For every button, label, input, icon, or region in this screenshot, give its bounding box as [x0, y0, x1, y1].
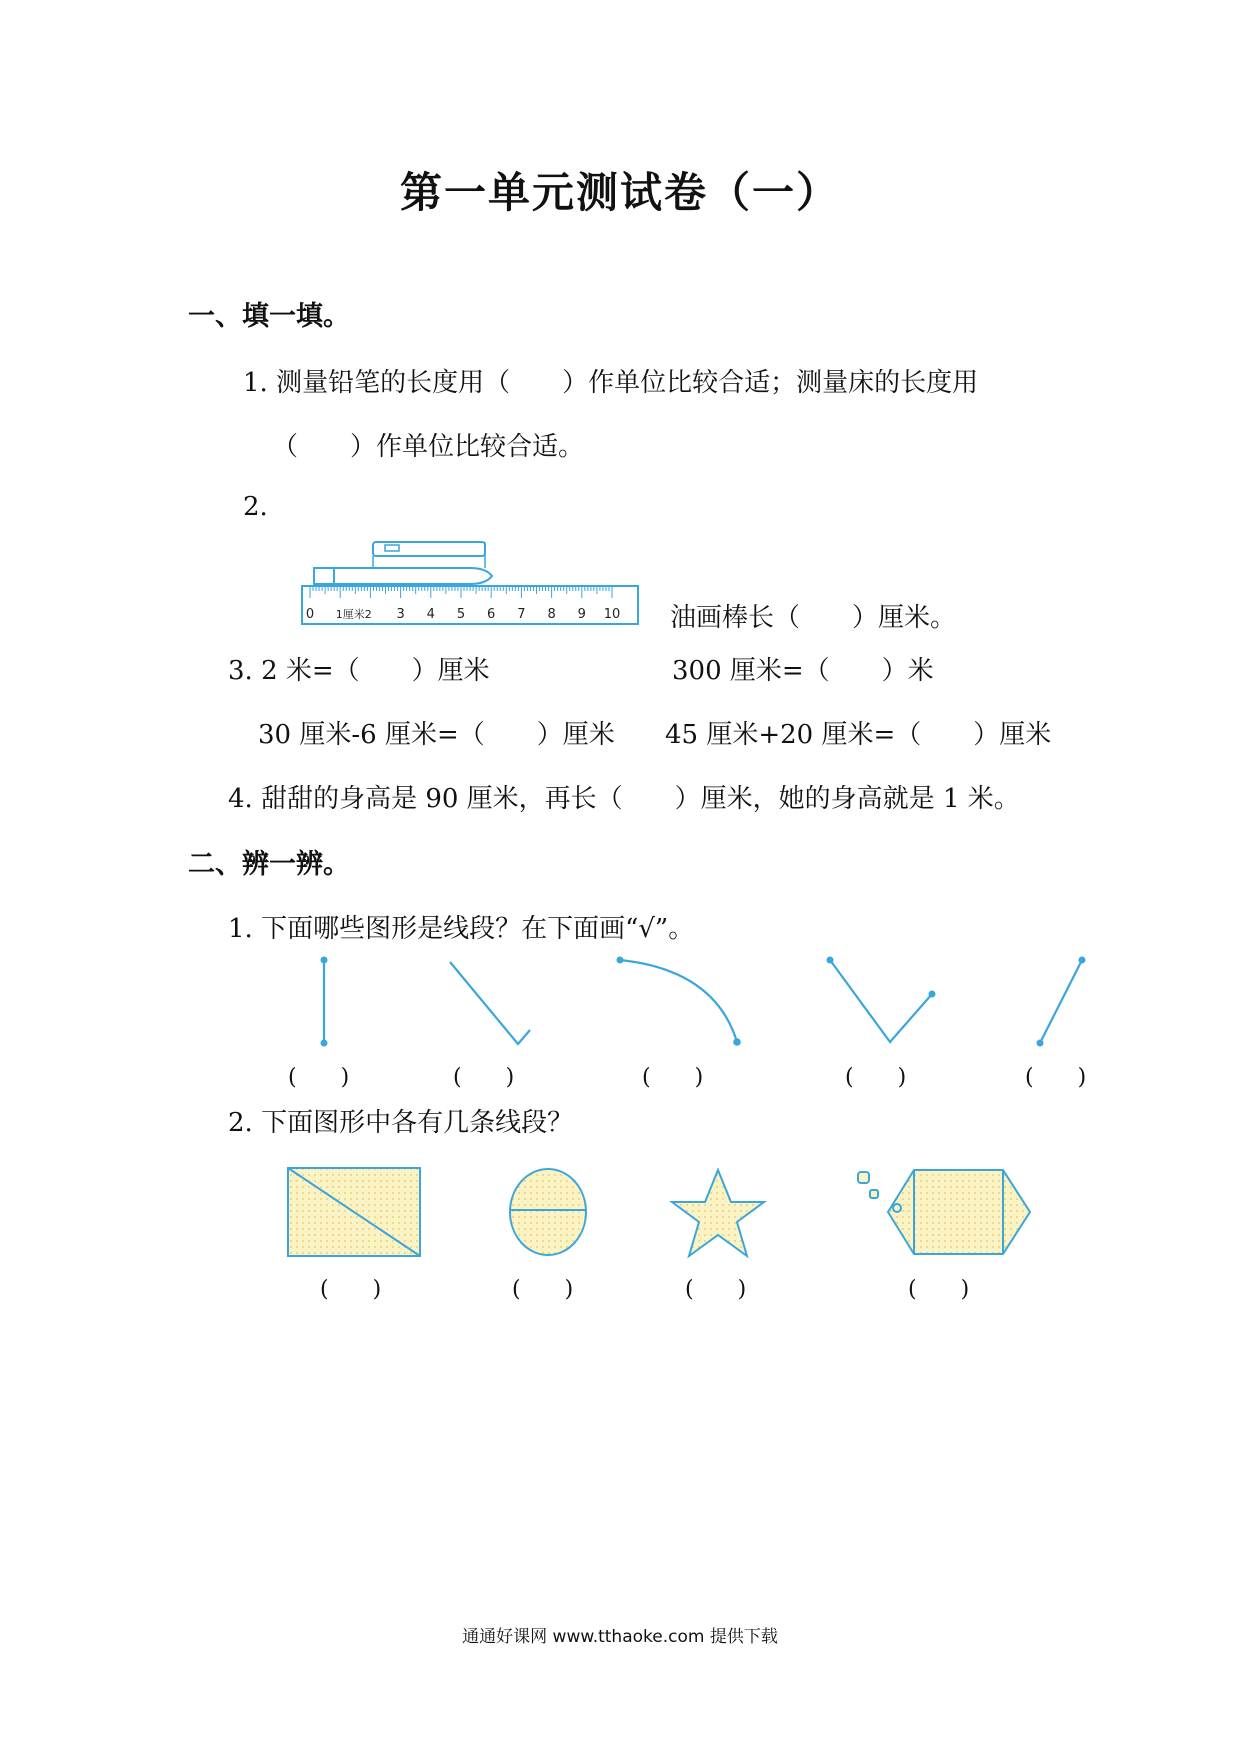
segment-endpoint: [321, 957, 328, 964]
segment-endpoint: [1079, 957, 1086, 964]
circle-shape: [510, 1169, 586, 1255]
question-2-number: 2.: [243, 492, 268, 522]
answer-blank: ( ): [512, 1277, 574, 1302]
answer-blank: ( ): [288, 1065, 350, 1090]
question-3-d: 45 厘米+20 厘米=（ ）厘米: [665, 720, 1052, 750]
ruler-label: 10: [603, 607, 621, 622]
star-shape: [672, 1170, 764, 1256]
ruler-figure: [300, 538, 645, 628]
question-3-b: 300 厘米=（ ）米: [672, 656, 934, 686]
segment-endpoint: [321, 1040, 328, 1047]
ruler-label: 9: [577, 607, 586, 622]
answer-blank: ( ): [908, 1277, 970, 1302]
crayon-clip: [373, 542, 485, 556]
page-title: 第一单元测试卷（一）: [399, 168, 840, 217]
section-heading-fill-in: 一、填一填。: [188, 301, 350, 332]
section-heading-identify: 二、辨一辨。: [188, 849, 350, 880]
question-1-line-1: 1. 测量铅笔的长度用（ ）作单位比较合适；测量床的长度用: [243, 368, 979, 398]
ruler-label: 8: [547, 607, 556, 622]
arc-endpoint: [733, 1038, 741, 1046]
question-4: 4. 甜甜的身高是 90 厘米，再长（ ）厘米，她的身高就是 1 米。: [228, 784, 1020, 814]
section2-question-1: 1. 下面哪些图形是线段？在下面画“√”。: [228, 914, 695, 944]
answer-blank: ( ): [642, 1065, 704, 1090]
question-3-c: 30 厘米-6 厘米=（ ）厘米: [258, 720, 615, 750]
segment-endpoint: [1037, 1040, 1044, 1047]
ruler-label: 5: [456, 607, 466, 622]
ruler-label: 3: [396, 607, 405, 622]
answer-blank: ( ): [1025, 1065, 1087, 1090]
answer-blank: ( ): [685, 1277, 747, 1302]
question-3-a: 3. 2 米=（ ）厘米: [228, 656, 490, 686]
crayon: [314, 568, 492, 584]
arc-endpoint: [617, 957, 624, 964]
v-endpoint: [929, 991, 936, 998]
v-endpoint: [827, 957, 834, 964]
ruler-label: 4: [426, 607, 435, 622]
question-2-text: 油画棒长（ ）厘米。: [670, 603, 957, 633]
ruler-label: 1厘米2: [335, 608, 372, 621]
question-1-line-2: （ ）作单位比较合适。: [272, 432, 585, 462]
answer-blank: ( ): [453, 1065, 515, 1090]
answer-blank: ( ): [320, 1277, 382, 1302]
shape-figures: [0, 1160, 1240, 1270]
ruler-label: 6: [487, 607, 496, 622]
section2-question-2: 2. 下面图形中各有几条线段？: [228, 1108, 574, 1138]
ruler-label: 7: [517, 607, 526, 622]
fish-shape: [888, 1170, 1030, 1254]
ruler-label: 0: [305, 607, 315, 622]
footer-credit: 通通好课网 www.tthaoke.com 提供下载: [462, 1627, 778, 1647]
answer-blank: ( ): [845, 1065, 907, 1090]
line-figures: [0, 950, 1240, 1070]
